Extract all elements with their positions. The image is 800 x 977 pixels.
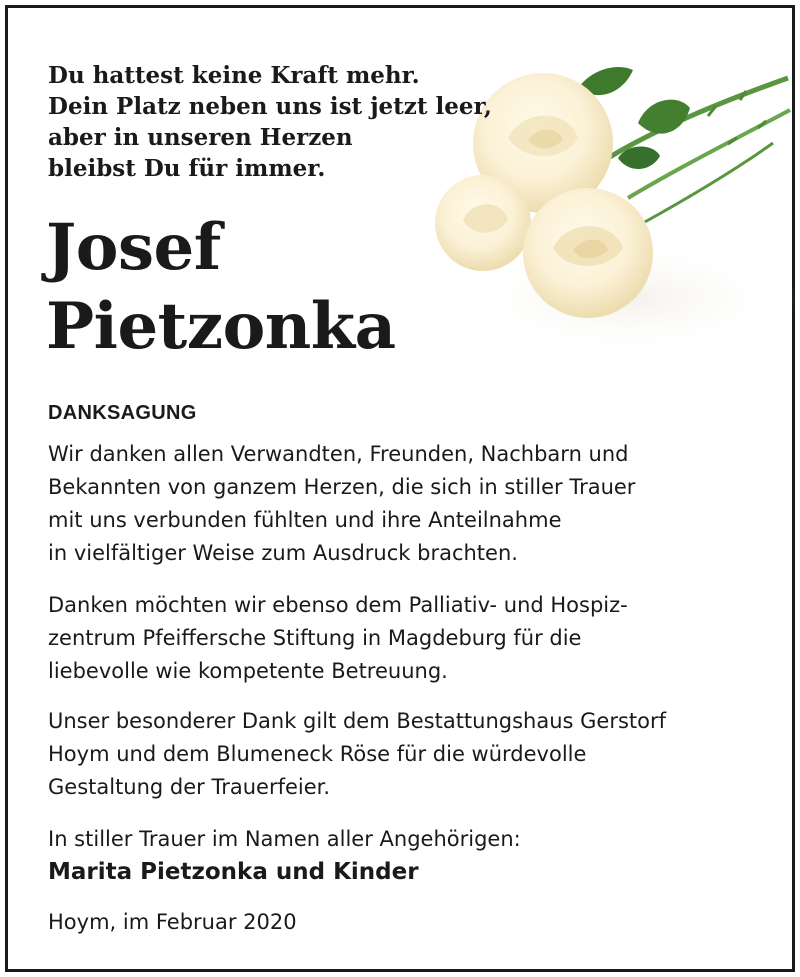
paragraph-line: mit uns verbunden fühlten und ihre Anteilnahme <box>48 508 562 532</box>
paragraph-line: Bekannten von ganzem Herzen, die sich in stiller Trauer <box>48 475 636 499</box>
closing-line: In stiller Trauer im Namen aller Angehörigen: <box>48 827 521 851</box>
paragraph-line: Unser besonderer Dank gilt dem Bestattungshaus Gerstorf <box>48 709 667 733</box>
poem-line: Du hattest keine Kraft mehr. <box>48 62 420 89</box>
thanks-paragraph-2 <box>48 589 628 688</box>
thanks-paragraph-1 <box>48 438 635 570</box>
paragraph-line: liebevolle wie kompetente Betreuung. <box>48 659 448 683</box>
paragraph-line: Hoym und dem Blumeneck Röse für die würdevolle <box>48 742 587 766</box>
memorial-poem <box>48 60 492 184</box>
deceased-name <box>46 208 396 366</box>
paragraph-line: in vielfältiger Weise zum Ausdruck brachten. <box>48 541 518 565</box>
notice-heading: DANKSAGUNG <box>48 402 197 424</box>
poem-line: bleibst Du für immer. <box>48 155 326 182</box>
poem-line: aber in unseren Herzen <box>48 124 353 151</box>
paragraph-line: Wir danken allen Verwandten, Freunden, Nachbarn und <box>48 442 629 466</box>
paragraph-line: Danken möchten wir ebenso dem Palliativ- und Hospiz- <box>48 593 628 617</box>
obituary-frame <box>5 5 795 972</box>
poem-line: Dein Platz neben uns ist jetzt leer, <box>48 93 492 120</box>
place-and-date: Hoym, im Februar 2020 <box>48 910 297 934</box>
last-name: Pietzonka <box>46 289 396 364</box>
first-name: Josef <box>46 210 221 285</box>
thanks-paragraph-3 <box>48 705 666 804</box>
paragraph-line: zentrum Pfeiffersche Stiftung in Magdeburg für die <box>48 626 582 650</box>
paragraph-line: Gestaltung der Trauerfeier. <box>48 775 331 799</box>
signer-name: Marita Pietzonka und Kinder <box>48 859 419 885</box>
